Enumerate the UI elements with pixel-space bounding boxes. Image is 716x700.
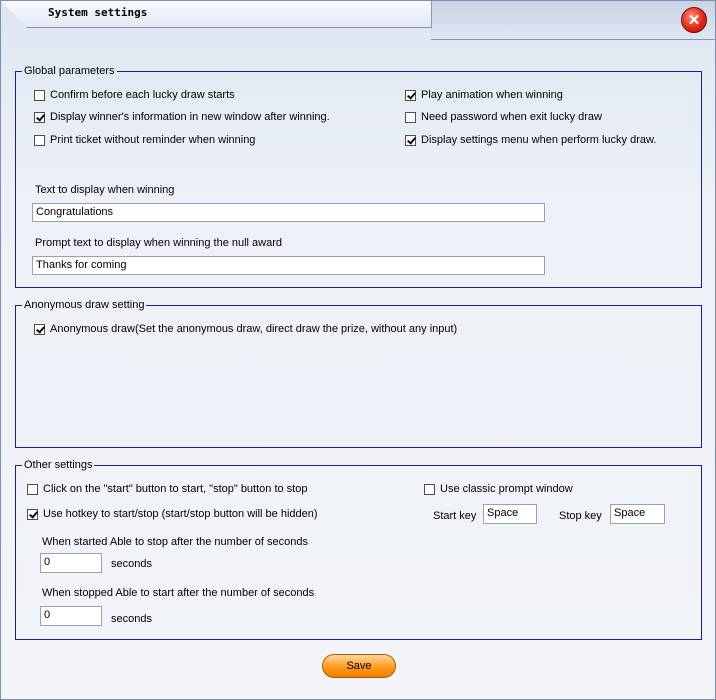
- started-seconds-input[interactable]: 0: [40, 553, 102, 573]
- checkbox-box: [34, 90, 45, 101]
- anonymous-draw-checkbox[interactable]: [34, 323, 457, 335]
- checkbox-label: Use classic prompt window: [440, 483, 573, 495]
- checkbox-box: [34, 135, 45, 146]
- display-winner-info-checkbox[interactable]: [34, 111, 330, 123]
- start-key-input[interactable]: Space: [483, 504, 537, 524]
- checkbox-box: [424, 484, 435, 495]
- started-seconds-unit: seconds: [111, 558, 152, 570]
- start-key-label: Start key: [433, 510, 477, 522]
- window-title: System settings: [48, 6, 148, 19]
- use-hotkey-checkbox[interactable]: [27, 508, 318, 520]
- stopped-seconds-label: When stopped Able to start after the number of seconds: [42, 587, 315, 599]
- win-text-label: Text to display when winning: [35, 184, 175, 196]
- checkbox-label: Display winner's information in new window after winning.: [50, 111, 330, 123]
- save-button[interactable]: Save: [322, 654, 396, 678]
- global-parameters-legend: Global parameters: [24, 65, 115, 77]
- checkbox-label: Anonymous draw(Set the anonymous draw, direct draw the prize, without any input): [50, 323, 458, 335]
- anonymous-draw-legend: Anonymous draw setting: [24, 299, 145, 311]
- display-settings-menu-checkbox[interactable]: [405, 134, 656, 146]
- checkbox-box: [27, 509, 38, 520]
- stopped-seconds-input[interactable]: 0: [40, 606, 102, 626]
- anonymous-draw-group: [15, 299, 702, 448]
- close-button[interactable]: [681, 7, 707, 33]
- checkbox-box: [34, 324, 45, 335]
- checkbox-label: Confirm before each lucky draw starts: [50, 89, 235, 101]
- click-start-checkbox[interactable]: [27, 483, 307, 495]
- title-bar-fill: [431, 1, 715, 40]
- checkbox-box: [27, 484, 38, 495]
- checkbox-label: Display settings menu when perform lucky draw.: [421, 134, 657, 146]
- null-text-label: Prompt text to display when winning the null award: [35, 237, 283, 249]
- stop-key-label: Stop key: [559, 510, 602, 522]
- other-settings-legend: Other settings: [24, 459, 93, 471]
- confirm-before-draw-checkbox[interactable]: [34, 89, 235, 101]
- classic-prompt-checkbox[interactable]: [424, 483, 573, 495]
- title-bar[interactable]: [1, 1, 715, 41]
- started-seconds-label: When started Able to stop after the number of seconds: [42, 536, 308, 548]
- checkbox-box: [405, 112, 416, 123]
- win-text-input[interactable]: Congratulations: [32, 203, 545, 222]
- stop-key-input[interactable]: Space: [610, 504, 665, 524]
- print-ticket-checkbox[interactable]: [34, 134, 255, 146]
- need-password-checkbox[interactable]: [405, 111, 602, 123]
- checkbox-box: [405, 90, 416, 101]
- checkbox-box: [34, 112, 45, 123]
- checkbox-box: [405, 135, 416, 146]
- stopped-seconds-unit: seconds: [111, 613, 152, 625]
- checkbox-label: Use hotkey to start/stop (start/stop button will be hidden): [43, 508, 318, 520]
- checkbox-label: Print ticket without reminder when winning: [50, 134, 256, 146]
- checkbox-label: Play animation when winning: [421, 89, 563, 101]
- checkbox-label: Need password when exit lucky draw: [421, 111, 602, 123]
- close-icon: ✕: [687, 12, 701, 29]
- checkbox-label: Click on the "start" button to start, "stop" button to stop: [43, 483, 308, 495]
- play-animation-checkbox[interactable]: [405, 89, 563, 101]
- null-text-input[interactable]: Thanks for coming: [32, 256, 545, 275]
